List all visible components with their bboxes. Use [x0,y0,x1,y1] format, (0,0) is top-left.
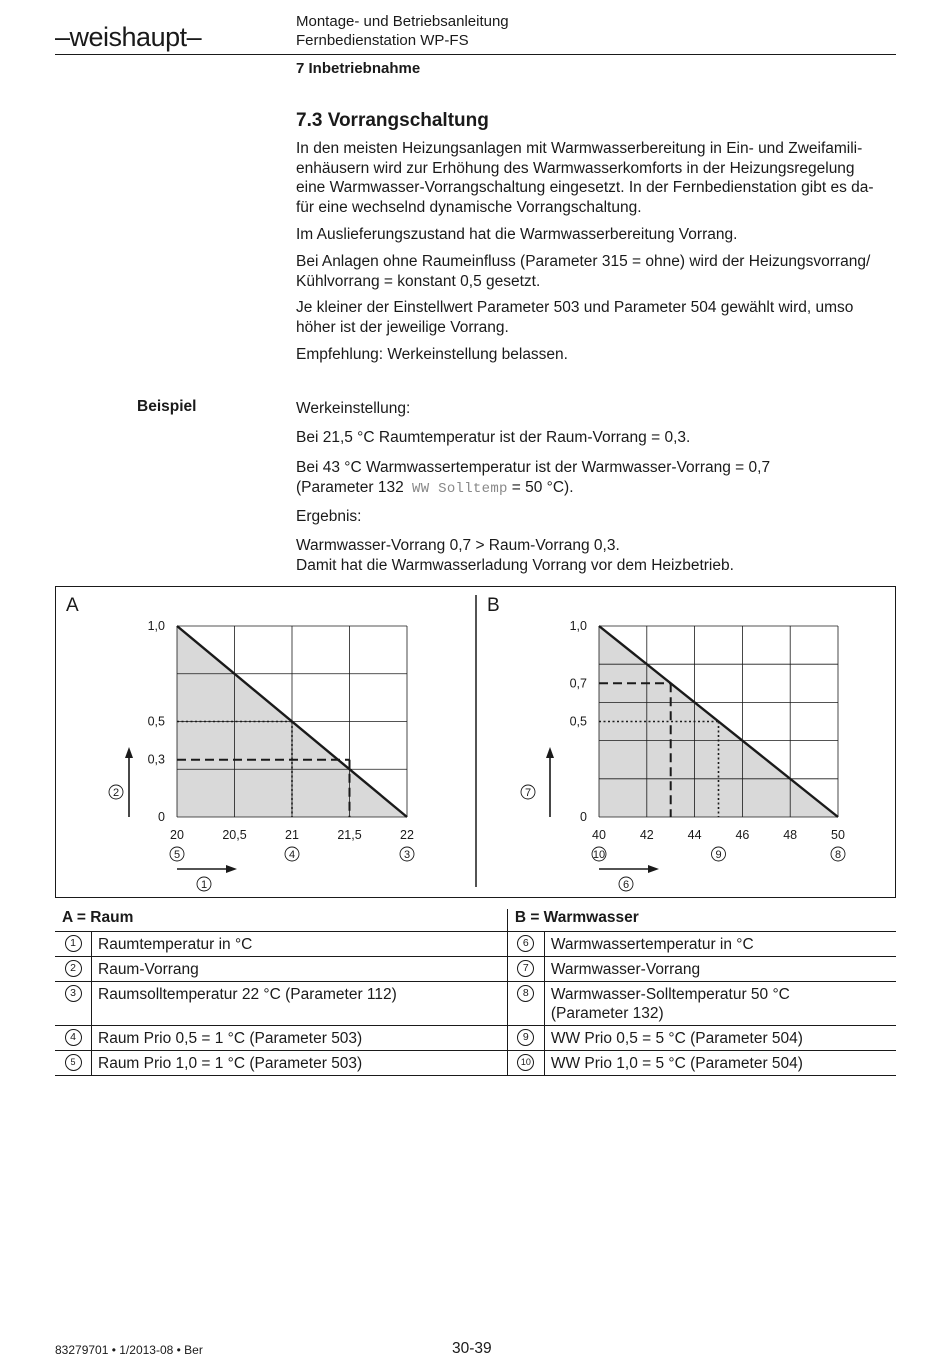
callout-number: 8 [507,982,544,1026]
priority-diagrams [55,586,896,898]
example-line: Werkeinstellung: [296,400,411,417]
diagram-canvas [56,587,897,899]
example-line: Ergebnis: [296,508,362,525]
legend-text: Raum Prio 0,5 = 1 °C (Parameter 503) [92,1026,508,1051]
example-line: Bei 21,5 °C Raumtemperatur ist der Raum-Vorrang = 0,3. [296,429,691,446]
legend-text [544,982,896,1026]
panel-b-x-tick: 50 [831,828,845,842]
callout-number: 3 [55,982,92,1026]
intro-paragraph [296,139,898,217]
panel-b-x-tick: 46 [735,828,750,842]
page-number: 30-39 [452,1340,492,1357]
panel-a-y-tick: 0,5 [147,714,165,729]
chapter-heading: 7 Inbetriebnahme [296,60,421,77]
text-line: Warmwasser-Solltemperatur 50 °C [550,986,790,1003]
panel-b-x-tick: 48 [783,828,798,842]
callout-number: 4 [55,1026,92,1051]
panel-a-x-callout-number: 3 [403,848,411,861]
panel-b-y-tick: 1,0 [569,619,587,633]
panel-b-y-tick: 0,7 [569,676,587,691]
text-line: höher ist der jeweilige Vorrang. [296,318,509,336]
callout-number: 1 [55,932,92,957]
panel-a-x-callout-number: 4 [288,848,296,861]
panel-a-y-tick: 0 [158,810,165,824]
text-fragment: = 50 °C). [511,478,574,496]
panel-a-x-axis-callout-number: 1 [200,878,208,891]
legend-text: Raum Prio 1,0 = 1 °C (Parameter 503) [92,1051,508,1076]
panel-b-y-tick: 0 [580,810,587,824]
example-label: Beispiel [137,398,197,415]
panel-a-y-axis-callout-number: 2 [112,786,120,799]
panel-b-x-tick: 42 [639,828,654,842]
text-line [296,478,898,500]
legend-text: Raumtemperatur in °C [92,932,508,957]
panel-b-x-callout-number: 10 [592,848,606,861]
delivery-paragraph: Im Auslieferungszustand hat die Warmwasserbereitung Vorrang. [296,226,738,243]
panel-a-x-callout-number: 5 [173,848,181,861]
text-line: Damit hat die Warmwasserladung Vorrang vor dem Heizbetrieb. [296,556,734,574]
panel-b-x-arrow-head [648,865,659,873]
example-result [296,536,898,575]
recommendation-paragraph: Empfehlung: Werkeinstellung belassen. [296,346,568,363]
panel-b-x-tick: 40 [592,828,606,842]
document-title: Montage- und Betriebsanleitung [296,13,509,30]
text-line: Warmwasser-Vorrang 0,7 > Raum-Vorrang 0,3. [296,537,620,554]
text-line: Bei 43 °C Warmwassertemperatur ist der Warmwasser-Vorrang = 0,7 [296,459,771,476]
panel-b-y-axis-callout-number: 7 [524,786,532,799]
panel-b-x-axis-callout-number: 6 [622,878,630,891]
callout-number: 5 [55,1051,92,1076]
text-line: In den meisten Heizungsanlagen mit Warmwasserbereitung in Ein- und Zweifamili- [296,140,863,157]
legend-header-a: A = Raum [55,909,507,932]
document-number: 83279701 • 1/2013-08 • Ber [55,1343,203,1357]
section-title: 7.3 Vorrangschaltung [296,110,489,131]
callout-number: 7 [507,957,544,982]
legend-header-b: B = Warmwasser [507,909,896,932]
table-row [55,982,896,1026]
legend-text: Raumsolltemperatur 22 °C (Parameter 112) [92,982,508,1026]
text-line: (Parameter 132) [550,1005,664,1022]
legend-text: WW Prio 1,0 = 5 °C (Parameter 504) [544,1051,896,1076]
room-influence-paragraph [296,252,898,291]
panel-a-x-tick: 21,5 [337,828,362,842]
callout-number: 2 [55,957,92,982]
panel-b-x-tick: 44 [687,828,702,842]
legend-text: Warmwasser-Vorrang [544,957,896,982]
panel-b-y-arrow-head [546,747,554,758]
text-line: enhäusern wird zur Erhöhung des Warmwasserkomforts in der Heizungsregelung [296,159,855,177]
callout-number: 9 [507,1026,544,1051]
panel-b-label: B [487,595,500,616]
legend-text: Raum-Vorrang [92,957,508,982]
panel-b-x-callout-number: 9 [715,848,722,861]
text-line: Bei Anlagen ohne Raumeinfluss (Parameter 315 = ohne) wird der Heizungsvorrang/ [296,253,871,270]
panel-a-y-tick: 0,3 [147,752,165,767]
panel-a-label: A [66,595,79,616]
legend-text: WW Prio 0,5 = 5 °C (Parameter 504) [544,1026,896,1051]
legend-text: Warmwassertemperatur in °C [544,932,896,957]
legend-table [55,909,896,1076]
panel-a-y-tick: 1,0 [147,619,165,633]
text-line: Je kleiner der Einstellwert Parameter 503 und Parameter 504 gewählt wird, umso [296,299,854,316]
parameter-paragraph [296,298,898,337]
table-row [55,957,896,982]
weishaupt-logo: –weishaupt– [55,22,202,52]
table-row [55,1051,896,1076]
header-divider [55,54,896,55]
panel-a-x-tick: 20,5 [222,828,247,842]
text-fragment: (Parameter 132 [296,478,404,496]
panel-a-x-arrow-head [226,865,237,873]
document-subtitle: Fernbedienstation WP-FS [296,32,469,49]
panel-a-x-tick: 20 [170,828,184,842]
panel-a-x-tick: 22 [400,828,414,842]
example-line [296,458,898,499]
callout-number: 6 [507,932,544,957]
text-line: eine Warmwasser-Vorrangschaltung eingesetzt. In der Fernbedienstation gibt es da- [296,179,874,196]
text-line: für eine wechselnd dynamische Vorrangschaltung. [296,198,642,216]
panel-a-x-tick: 21 [285,828,299,842]
table-row [55,1026,896,1051]
legend-header-row [55,909,896,932]
text-line: Kühlvorrang = konstant 0,5 gesetzt. [296,272,541,290]
table-row [55,932,896,957]
callout-number: 10 [507,1051,544,1076]
panel-b-y-tick: 0,5 [569,714,587,729]
panel-b-x-callout-number: 8 [834,848,842,861]
parameter-code: WW Solltemp [412,480,508,497]
panel-a-y-arrow-head [125,747,133,758]
